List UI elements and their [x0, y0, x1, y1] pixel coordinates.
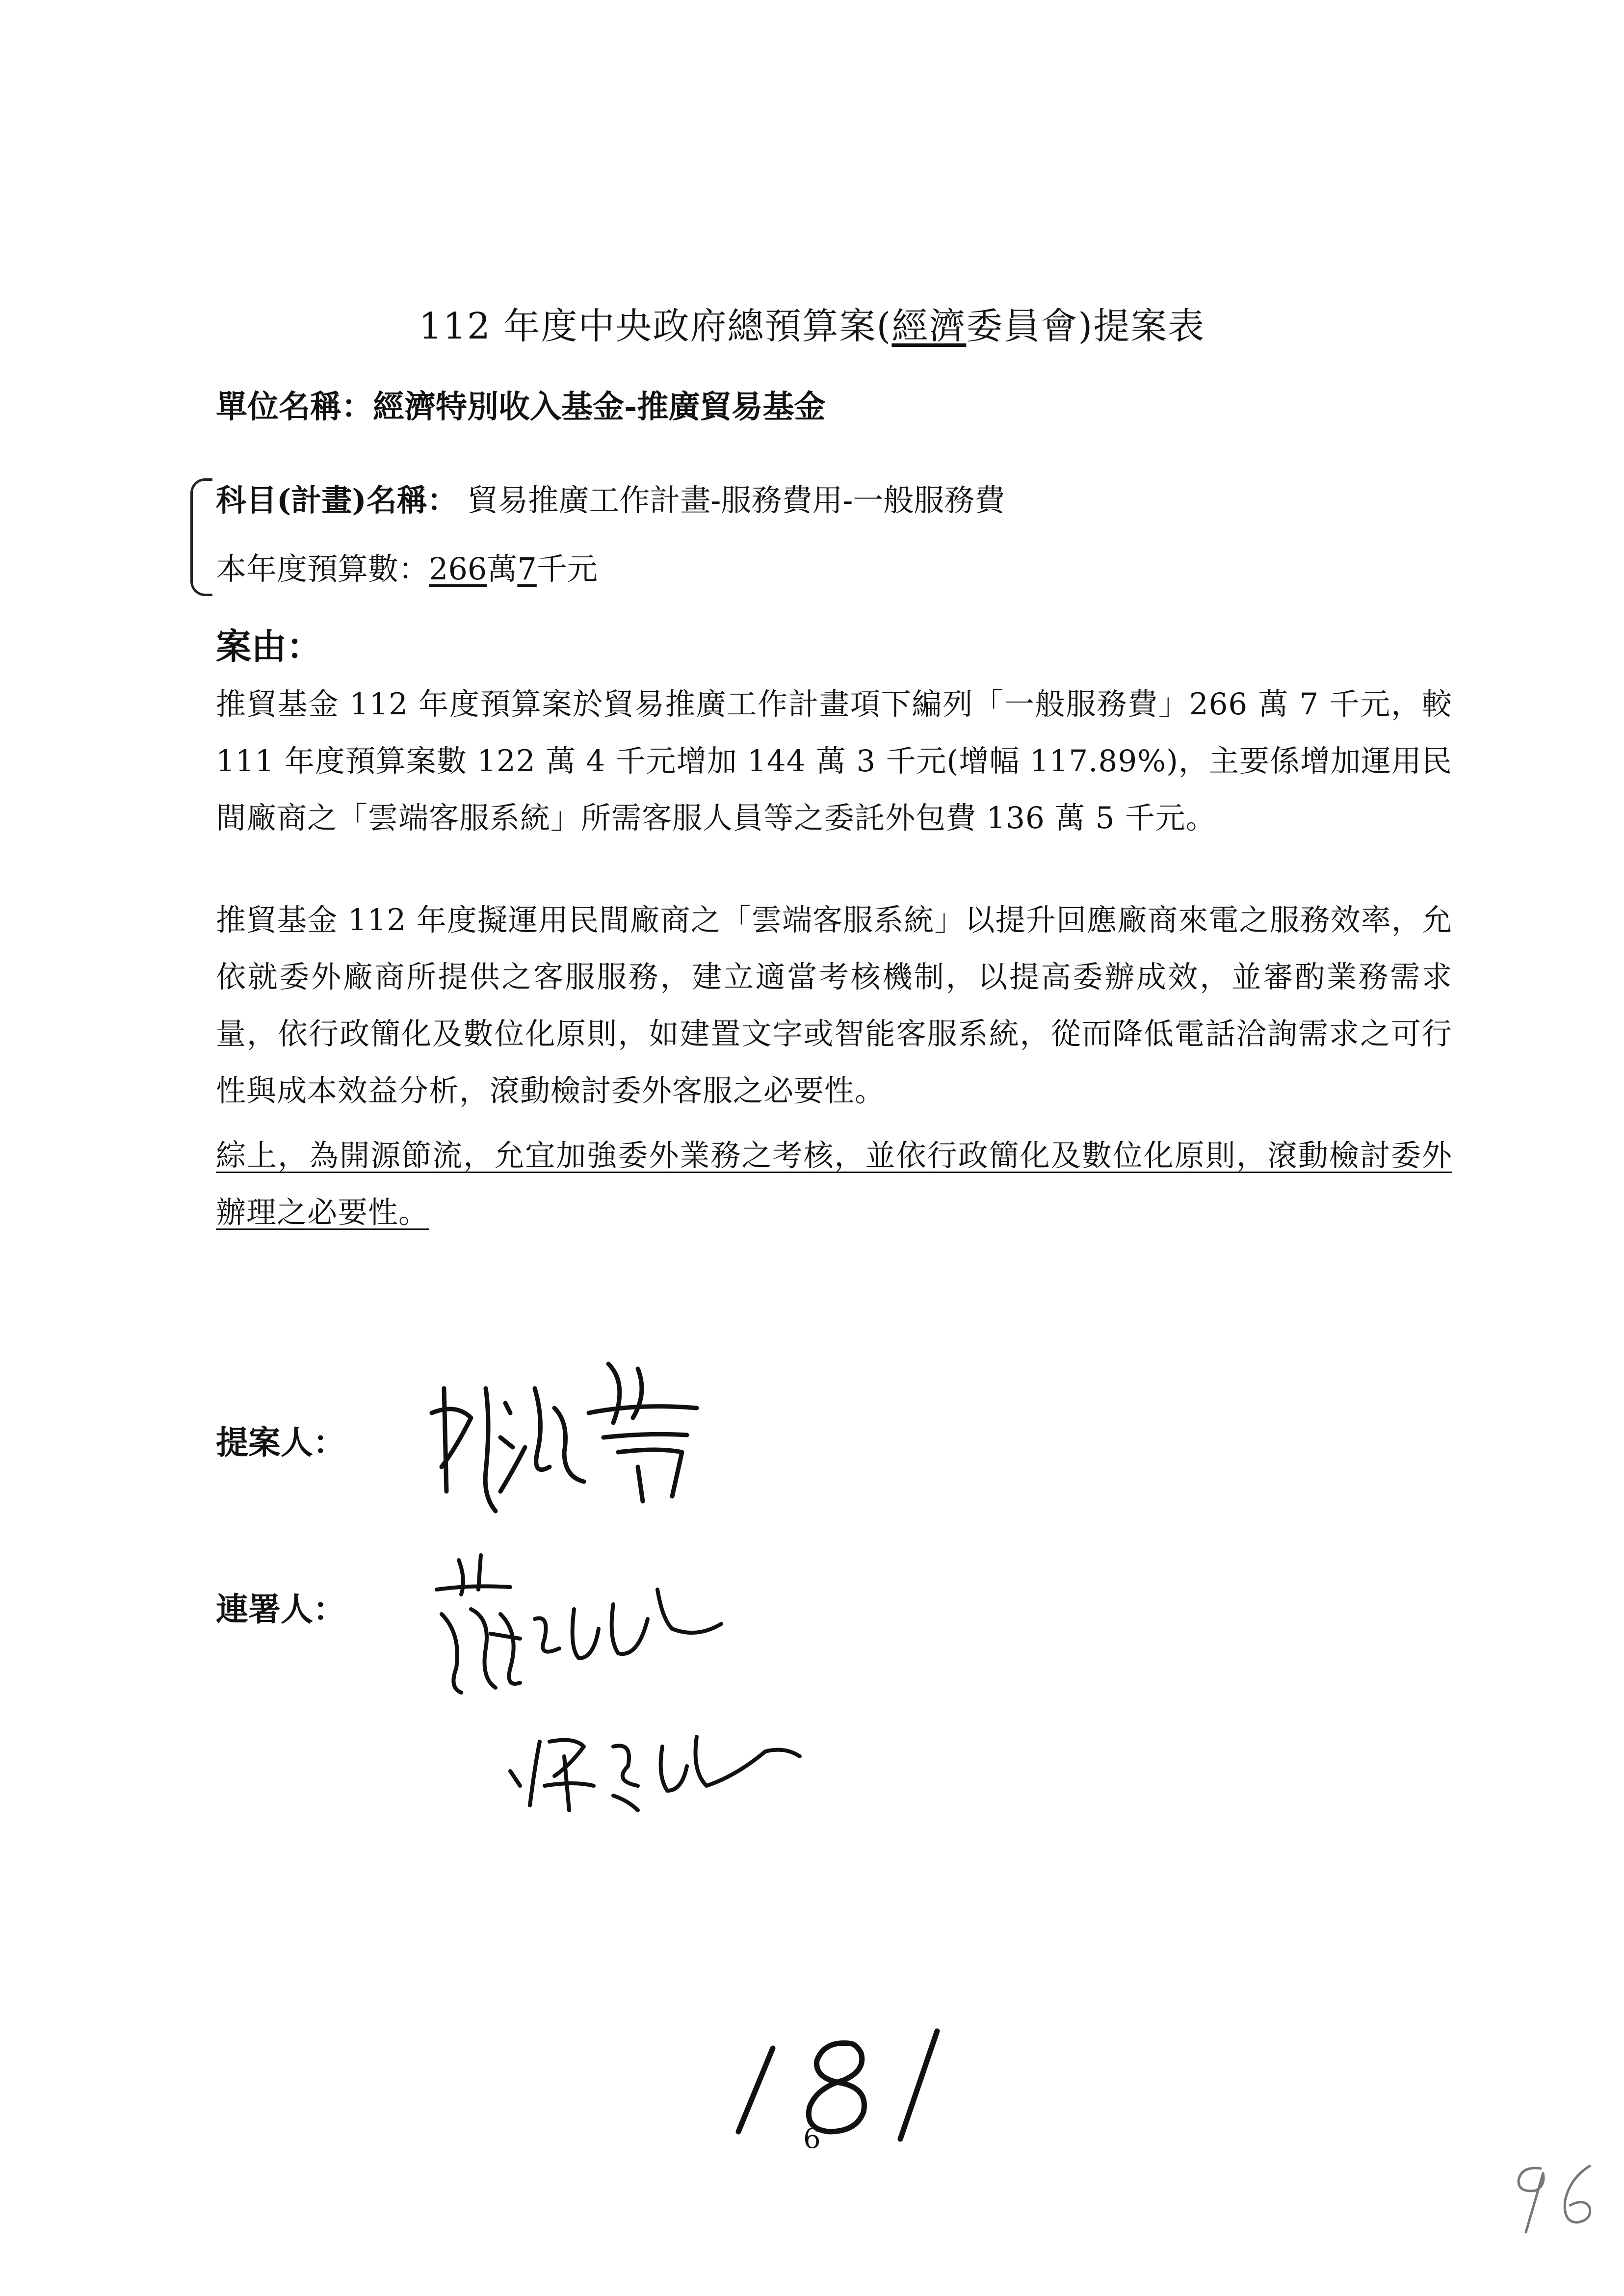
- subject-label: 科目(計畫)名稱：: [216, 482, 458, 518]
- paragraph-3-text: 綜上，為開源節流，允宜加強委外業務之考核，並依行政簡化及數位化原則，滾動檢討委外辦理之必要性。: [216, 1138, 1452, 1230]
- paragraph-1: 推貿基金 112 年度預算案於貿易推廣工作計畫項下編列「一般服務費」266 萬 7 千元，較 111 年度預算案數 122 萬 4 千元增加 144 萬 3 千元(增幅 117.89%)，主要係增加運用民間廠商之「雲端客服系統」所需客服人員等之委託外包費 136 萬 5 千元。: [216, 687, 1452, 835]
- subject-value: 貿易推廣工作計畫-服務費用-一般服務費: [467, 482, 1005, 518]
- title-part-2: 委員會)提案表: [966, 305, 1205, 347]
- unit-name: 單位名稱：經濟特別收入基金-推廣貿易基金: [216, 389, 826, 425]
- signature-cosigner-2: [510, 1737, 800, 1810]
- reason-heading: 案由：: [216, 626, 322, 667]
- cosigner-label: 連署人：: [216, 1590, 345, 1628]
- bracket-decoration: [190, 478, 212, 596]
- page-number: 6: [803, 2123, 821, 2155]
- signature-proposer: [432, 1364, 697, 1511]
- title-part-1: 112 年度中央政府總預算案(: [419, 305, 892, 347]
- signature-cosigner-1: [437, 1555, 721, 1693]
- paragraph-2: 推貿基金 112 年度擬運用民間廠商之「雲端客服系統」以提升回應廠商來電之服務效率，允依就委外廠商所提供之客服服務，建立適當考核機制，以提高委辦成效，並審酌業務需求量，依行政簡化及數位化原則，如建置文字或智能客服系統，從而降低電話洽詢需求之可行性與成本效益分析，滾動檢討委外客服之必要性。: [216, 903, 1452, 1108]
- budget-amount-1: 266: [429, 551, 487, 587]
- budget-label: 本年度預算數：: [216, 551, 429, 587]
- budget-amount-2: 7: [517, 551, 537, 587]
- paragraph-3: [216, 1127, 1452, 1241]
- subject-line: [216, 478, 1005, 522]
- budget-unit-2: 千元: [536, 551, 598, 587]
- proposer-label: 提案人：: [216, 1423, 345, 1461]
- budget-unit-1: 萬: [487, 551, 518, 587]
- budget-line: [216, 547, 598, 591]
- corner-handwritten-number: [1501, 2154, 1609, 2242]
- document-title: [0, 302, 1624, 351]
- title-underlined-part: 經濟: [891, 305, 967, 347]
